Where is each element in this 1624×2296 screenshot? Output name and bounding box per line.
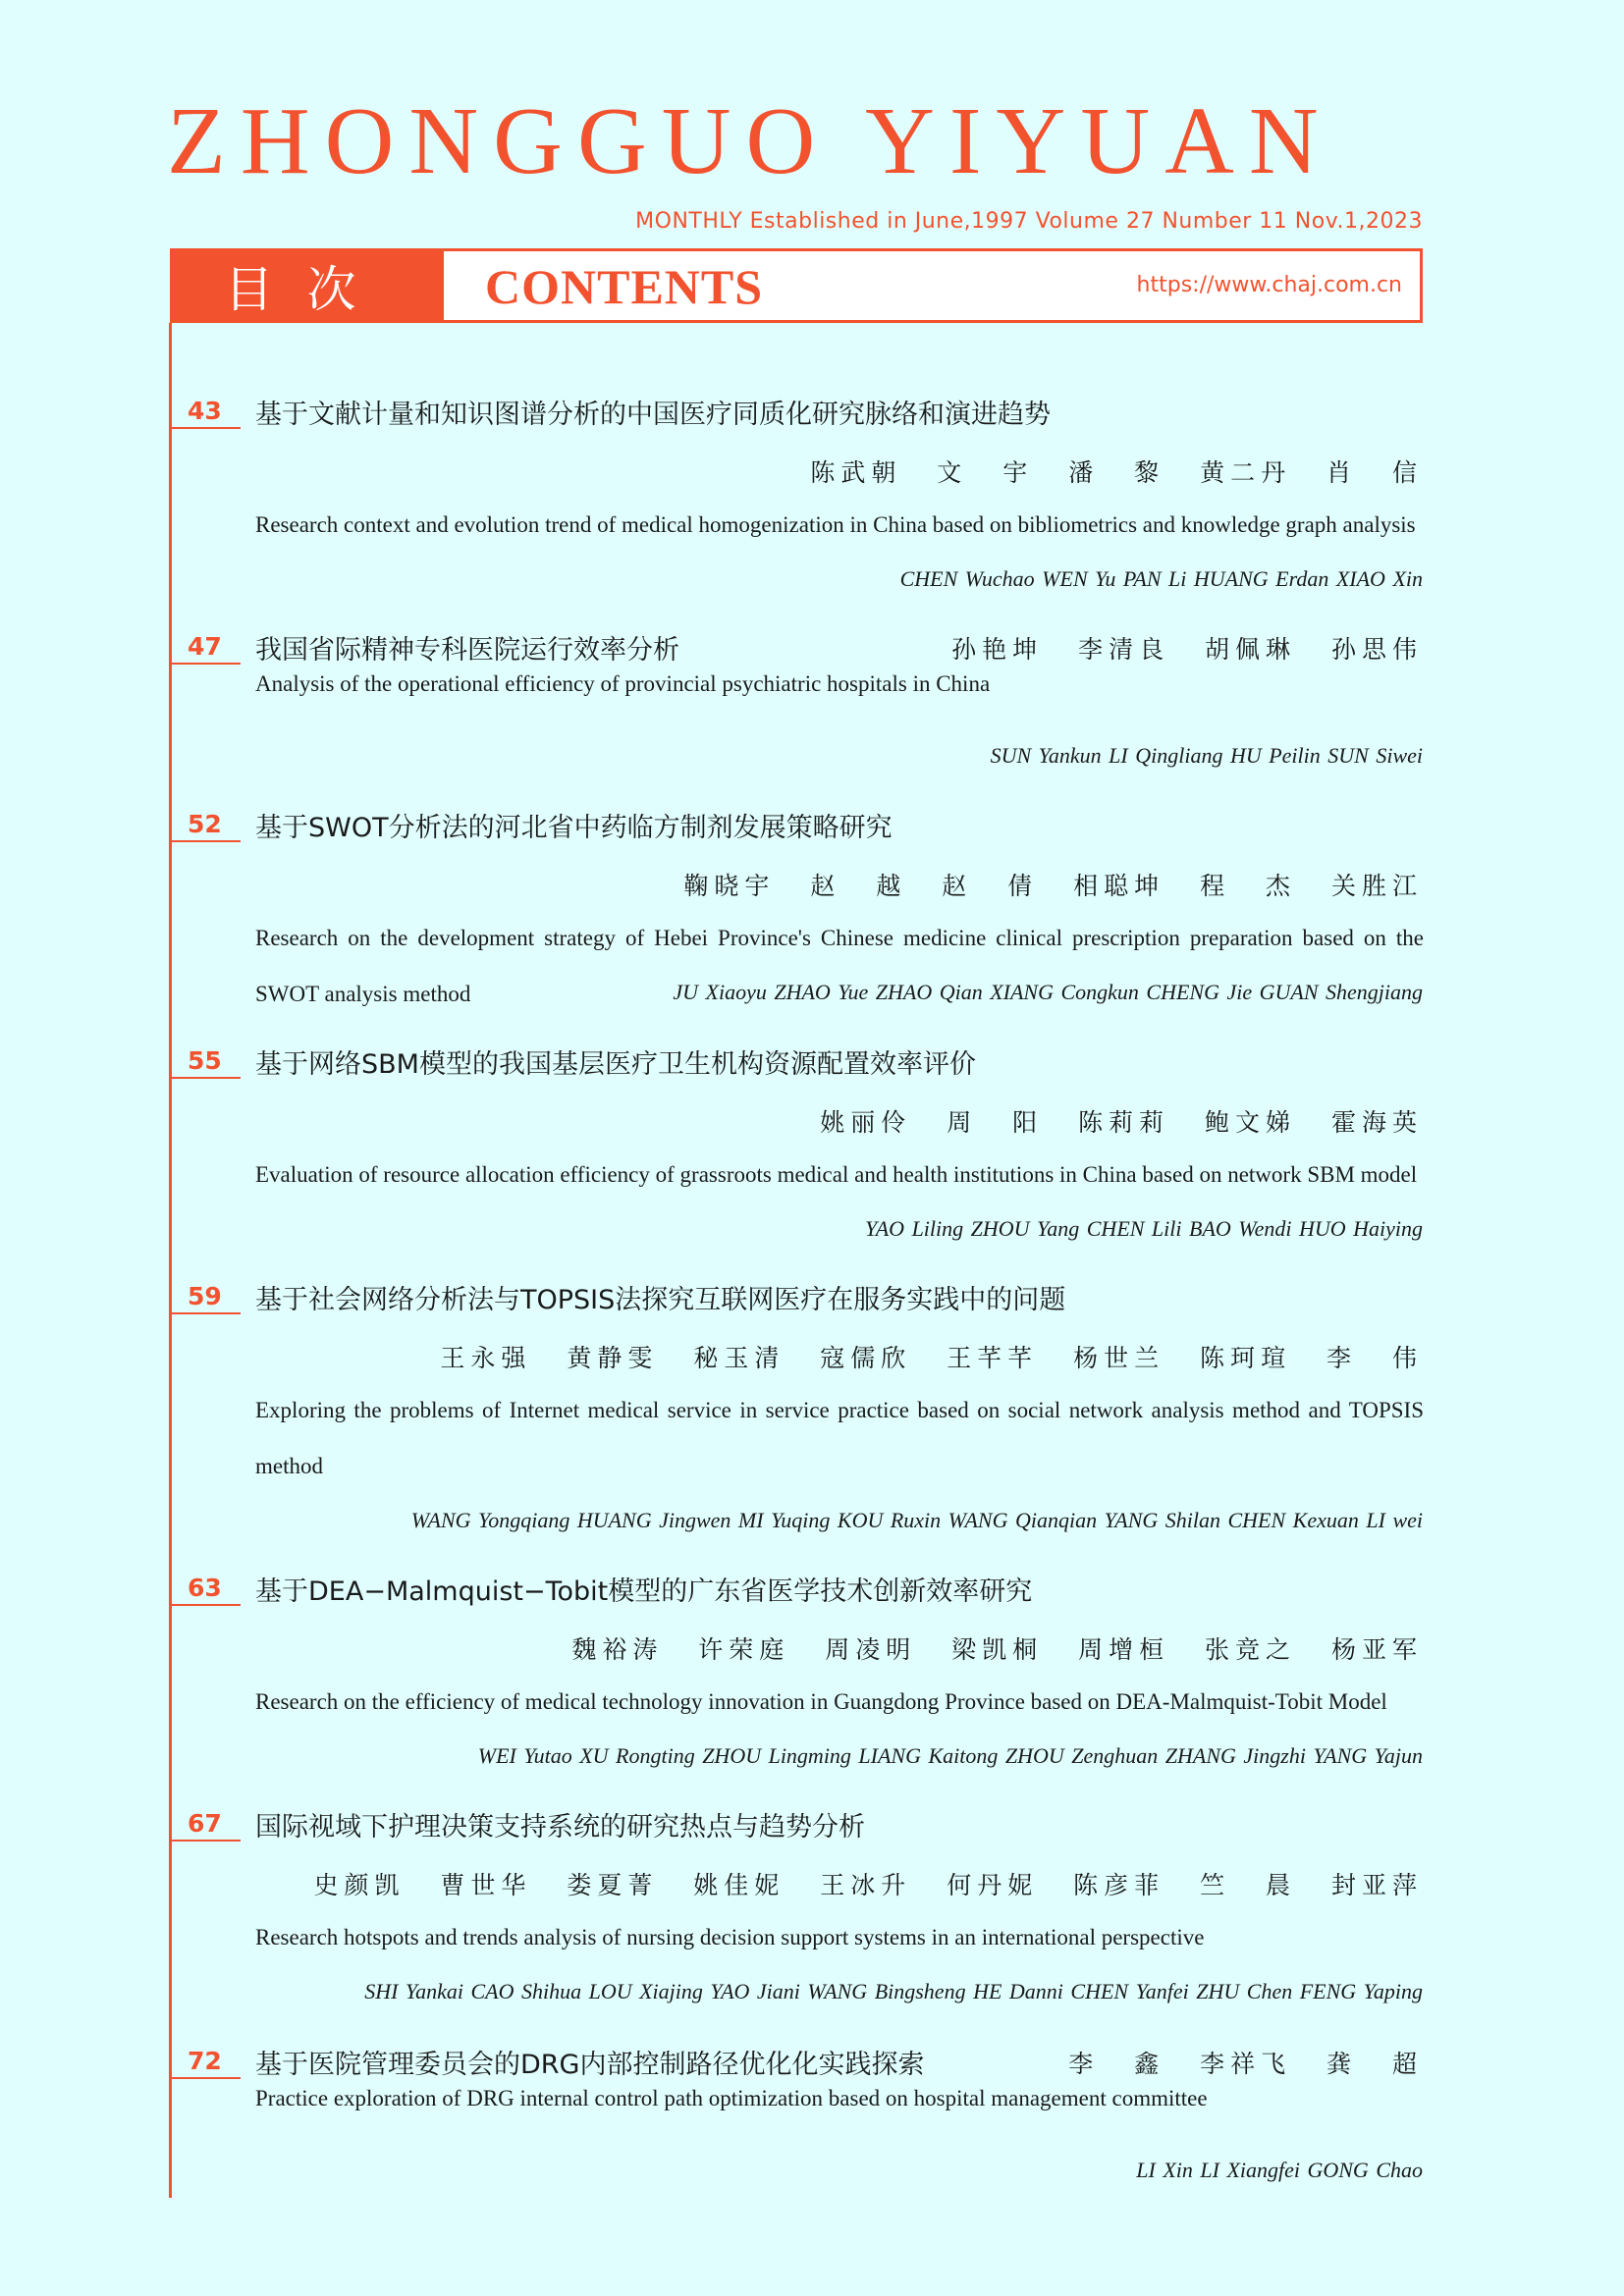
article-authors-en: SUN Yankun LI Qingliang HU Peilin SUN Siwei xyxy=(990,743,1423,768)
article-authors-cn: 姚丽伶 周 阳 陈莉莉 鲍文娣 霍海英 xyxy=(820,1108,1423,1137)
contents-label-en: CONTENTS xyxy=(485,259,764,314)
page-number-rule xyxy=(169,840,241,842)
page-number-rule xyxy=(169,1840,241,1842)
margin-rule xyxy=(169,323,172,2198)
article-authors-en: JU Xiaoyu ZHAO Yue ZHAO Qian XIANG Congkun CHENG Jie GUAN Shengjiang xyxy=(673,980,1423,1004)
article-authors-en: WEI Yutao XU Rongting ZHOU Lingming LIANG Kaitong ZHOU Zenghuan ZHANG Jingzhi YANG Yajun xyxy=(477,1743,1423,1768)
article-title-cn[interactable]: 基于SWOT分析法的河北省中药临方制剂发展策略研究 xyxy=(255,813,893,843)
page-number[interactable]: 47 xyxy=(188,632,222,661)
article-title-en[interactable]: Research hotspots and trends analysis of nursing decision support systems in an international perspective xyxy=(255,1925,1205,1949)
article-title-en[interactable]: Analysis of the operational efficiency of provincial psychiatric hospitals in China xyxy=(255,671,991,696)
article-authors-cn: 孙艳坤 李清良 胡佩琳 孙思伟 xyxy=(951,635,1423,664)
article-authors-cn: 史颜凯 曹世华 娄夏菁 姚佳妮 王冰升 何丹妮 陈彦菲 竺 晨 封亚萍 xyxy=(313,1871,1423,1899)
page-number-rule xyxy=(169,663,241,665)
article-authors-cn: 魏裕涛 许荣庭 周凌明 梁凯桐 周增桓 张竞之 杨亚军 xyxy=(571,1635,1423,1664)
article-title-en[interactable]: Exploring the problems of Internet medical service in service practice based on social network analysis method and TOPSIS method xyxy=(255,1398,1424,1478)
article-authors-en: CHEN Wuchao WEN Yu PAN Li HUANG Erdan XIAO Xin xyxy=(899,566,1423,591)
page-number[interactable]: 55 xyxy=(188,1046,222,1075)
page-number[interactable]: 67 xyxy=(188,1809,222,1838)
article-authors-en: LI Xin LI Xiangfei GONG Chao xyxy=(1136,2158,1423,2182)
page-number[interactable]: 43 xyxy=(188,397,222,425)
article-title-cn[interactable]: 基于医院管理委员会的DRG内部控制路径优化化实践探索 xyxy=(255,2050,925,2080)
page-number-rule xyxy=(169,1312,241,1314)
article-title-cn[interactable]: 基于DEA−Malmquist−Tobit模型的广东省医学技术创新效率研究 xyxy=(255,1576,1033,1607)
page-number[interactable]: 59 xyxy=(188,1282,222,1310)
article-title-en[interactable]: Practice exploration of DRG internal control path optimization based on hospital management committee xyxy=(255,2086,1208,2110)
page-number-rule xyxy=(169,1077,241,1079)
article-title-cn[interactable]: 基于社会网络分析法与TOPSIS法探究互联网医疗在服务实践中的问题 xyxy=(255,1285,1066,1315)
article-title-en[interactable]: Research context and evolution trend of medical homogenization in China based on bibliometrics and knowledge graph analysis xyxy=(255,512,1416,537)
contents-header xyxy=(170,248,1423,323)
issue-line: MONTHLY Established in June,1997 Volume 27 Number 11 Nov.1,2023 xyxy=(635,209,1423,234)
article-title-en[interactable]: Research on the development strategy of Hebei Province's Chinese medicine clinical prescription preparation based on the SWOT analysis method xyxy=(255,926,1424,1006)
page-number-rule xyxy=(169,1604,241,1606)
article-title-cn[interactable]: 国际视域下护理决策支持系统的研究热点与趋势分析 xyxy=(255,1812,865,1842)
article-authors-cn: 鞠晓宇 赵 越 赵 倩 相聪坤 程 杰 关胜江 xyxy=(683,872,1423,900)
article-authors-en: SHI Yankai CAO Shihua LOU Xiajing YAO Jiani WANG Bingsheng HE Danni CHEN Yanfei ZHU Chen FENG Yaping xyxy=(364,1979,1423,2003)
article-title-en[interactable]: Evaluation of resource allocation efficiency of grassroots medical and health institutions in China based on network SBM model xyxy=(255,1162,1418,1187)
contents-label-cn: 目次 xyxy=(173,251,441,320)
page-number-rule xyxy=(169,427,241,429)
article-authors-en: WANG Yongqiang HUANG Jingwen MI Yuqing KOU Ruxin WANG Qianqian YANG Shilan CHEN Kexuan LI wei xyxy=(410,1508,1423,1532)
header-divider xyxy=(441,251,449,320)
page-number[interactable]: 72 xyxy=(188,2047,222,2075)
page-number[interactable]: 52 xyxy=(188,810,222,838)
article-authors-en: YAO Liling ZHOU Yang CHEN Lili BAO Wendi HUO Haiying xyxy=(865,1216,1423,1241)
article-title-en[interactable]: Research on the efficiency of medical technology innovation in Guangdong Province based on DEA-Malmquist-Tobit Model xyxy=(255,1689,1387,1714)
masthead-title: ZHONGGUO YIYUAN xyxy=(167,88,1333,194)
page-number[interactable]: 63 xyxy=(188,1574,222,1602)
article-authors-cn: 王永强 黄静雯 秘玉清 寇儒欣 王芊芊 杨世兰 陈珂瑄 李 伟 xyxy=(440,1344,1423,1372)
article-title-cn[interactable]: 基于文献计量和知识图谱分析的中国医疗同质化研究脉络和演进趋势 xyxy=(255,400,1051,430)
journal-url[interactable]: https://www.chaj.com.cn xyxy=(1136,273,1402,297)
article-title-cn[interactable]: 我国省际精神专科医院运行效率分析 xyxy=(255,635,679,666)
article-title-cn[interactable]: 基于网络SBM模型的我国基层医疗卫生机构资源配置效率评价 xyxy=(255,1049,976,1080)
article-authors-cn: 陈武朝 文 宇 潘 黎 黄二丹 肖 信 xyxy=(810,458,1423,487)
page-number-rule xyxy=(169,2077,241,2079)
article-authors-cn: 李 鑫 李祥飞 龚 超 xyxy=(1068,2050,1423,2078)
